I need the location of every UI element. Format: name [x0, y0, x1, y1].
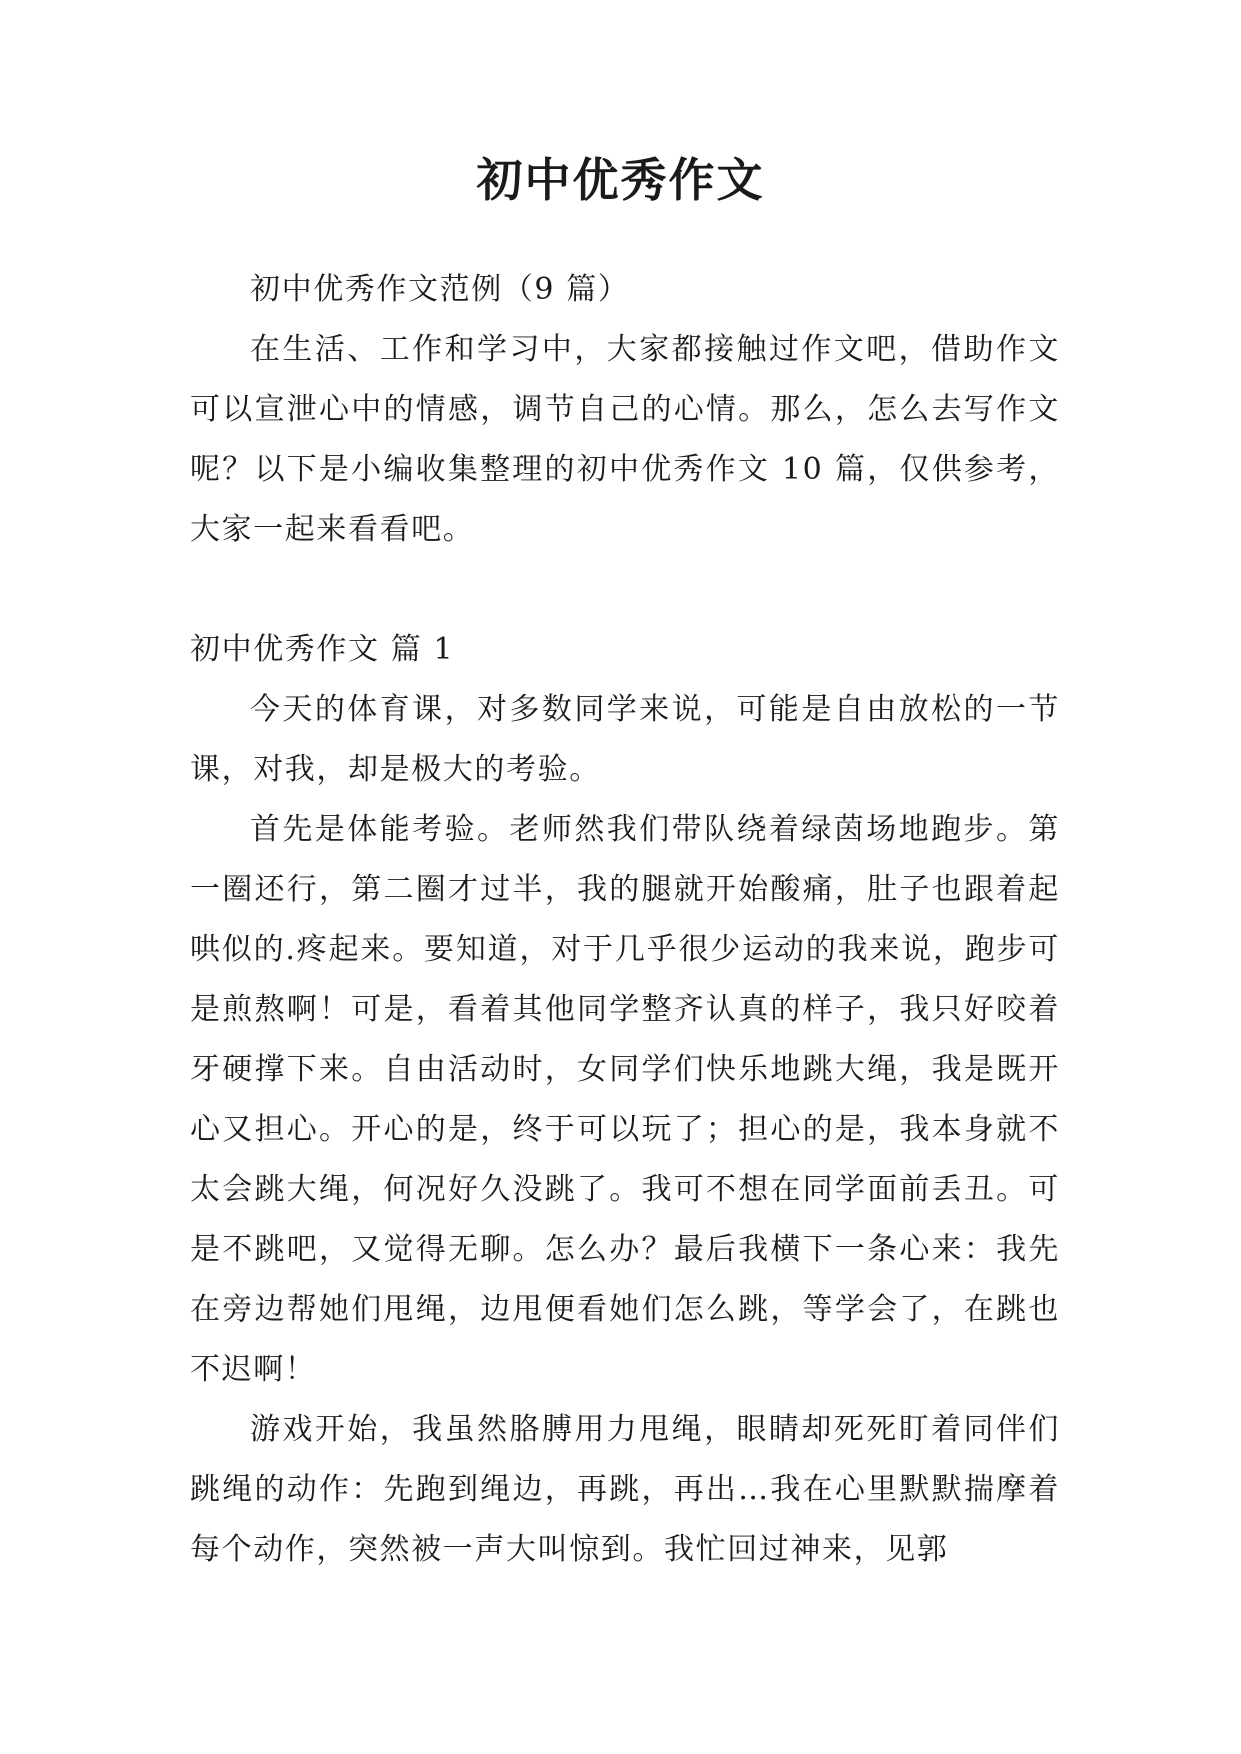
body-paragraph: 游戏开始，我虽然胳膊用力甩绳，眼睛却死死盯着同伴们跳绳的动作：先跑到绳边，再跳，再出…我在心里默默揣摩着每个动作，突然被一声大叫惊到。我忙回过神来，见郭 [190, 1412, 1060, 1567]
section-heading: 初中优秀作文 篇 1 [190, 632, 455, 667]
intro-paragraph: 在生活、工作和学习中，大家都接触过作文吧，借助作文可以宣泄心中的情感，调节自己的心情。那么，怎么去写作文呢？以下是小编收集整理的初中优秀作文 10 篇，仅供参考，大家一起来看看吧。 [190, 332, 1060, 547]
body-paragraph: 首先是体能考验。老师然我们带队绕着绿茵场地跑步。第一圈还行，第二圈才过半，我的腿就开始酸痛，肚子也跟着起哄似的.疼起来。要知道，对于几乎很少运动的我来说，跑步可是煎熬啊！可是，看着其他同学整齐认真的样子，我只好咬着牙硬撑下来。自由活动时，女同学们快乐地跳大绳，我是既开心又担心。开心的是，终于可以玩了；担心的是，我本身就不太会跳大绳，何况好久没跳了。我可不想在同学面前丢丑。可是不跳吧，又觉得无聊。怎么办？最后我横下一条心来：我先在旁边帮她们甩绳，边甩便看她们怎么跳，等学会了，在跳也不迟啊！ [190, 812, 1060, 1387]
body-paragraph: 今天的体育课，对多数同学来说，可能是自由放松的一节课，对我，却是极大的考验。 [190, 692, 1060, 787]
document-subtitle: 初中优秀作文范例（9 篇） [250, 272, 630, 307]
document-title: 初中优秀作文 [476, 153, 765, 207]
document-body [190, 260, 1060, 1580]
